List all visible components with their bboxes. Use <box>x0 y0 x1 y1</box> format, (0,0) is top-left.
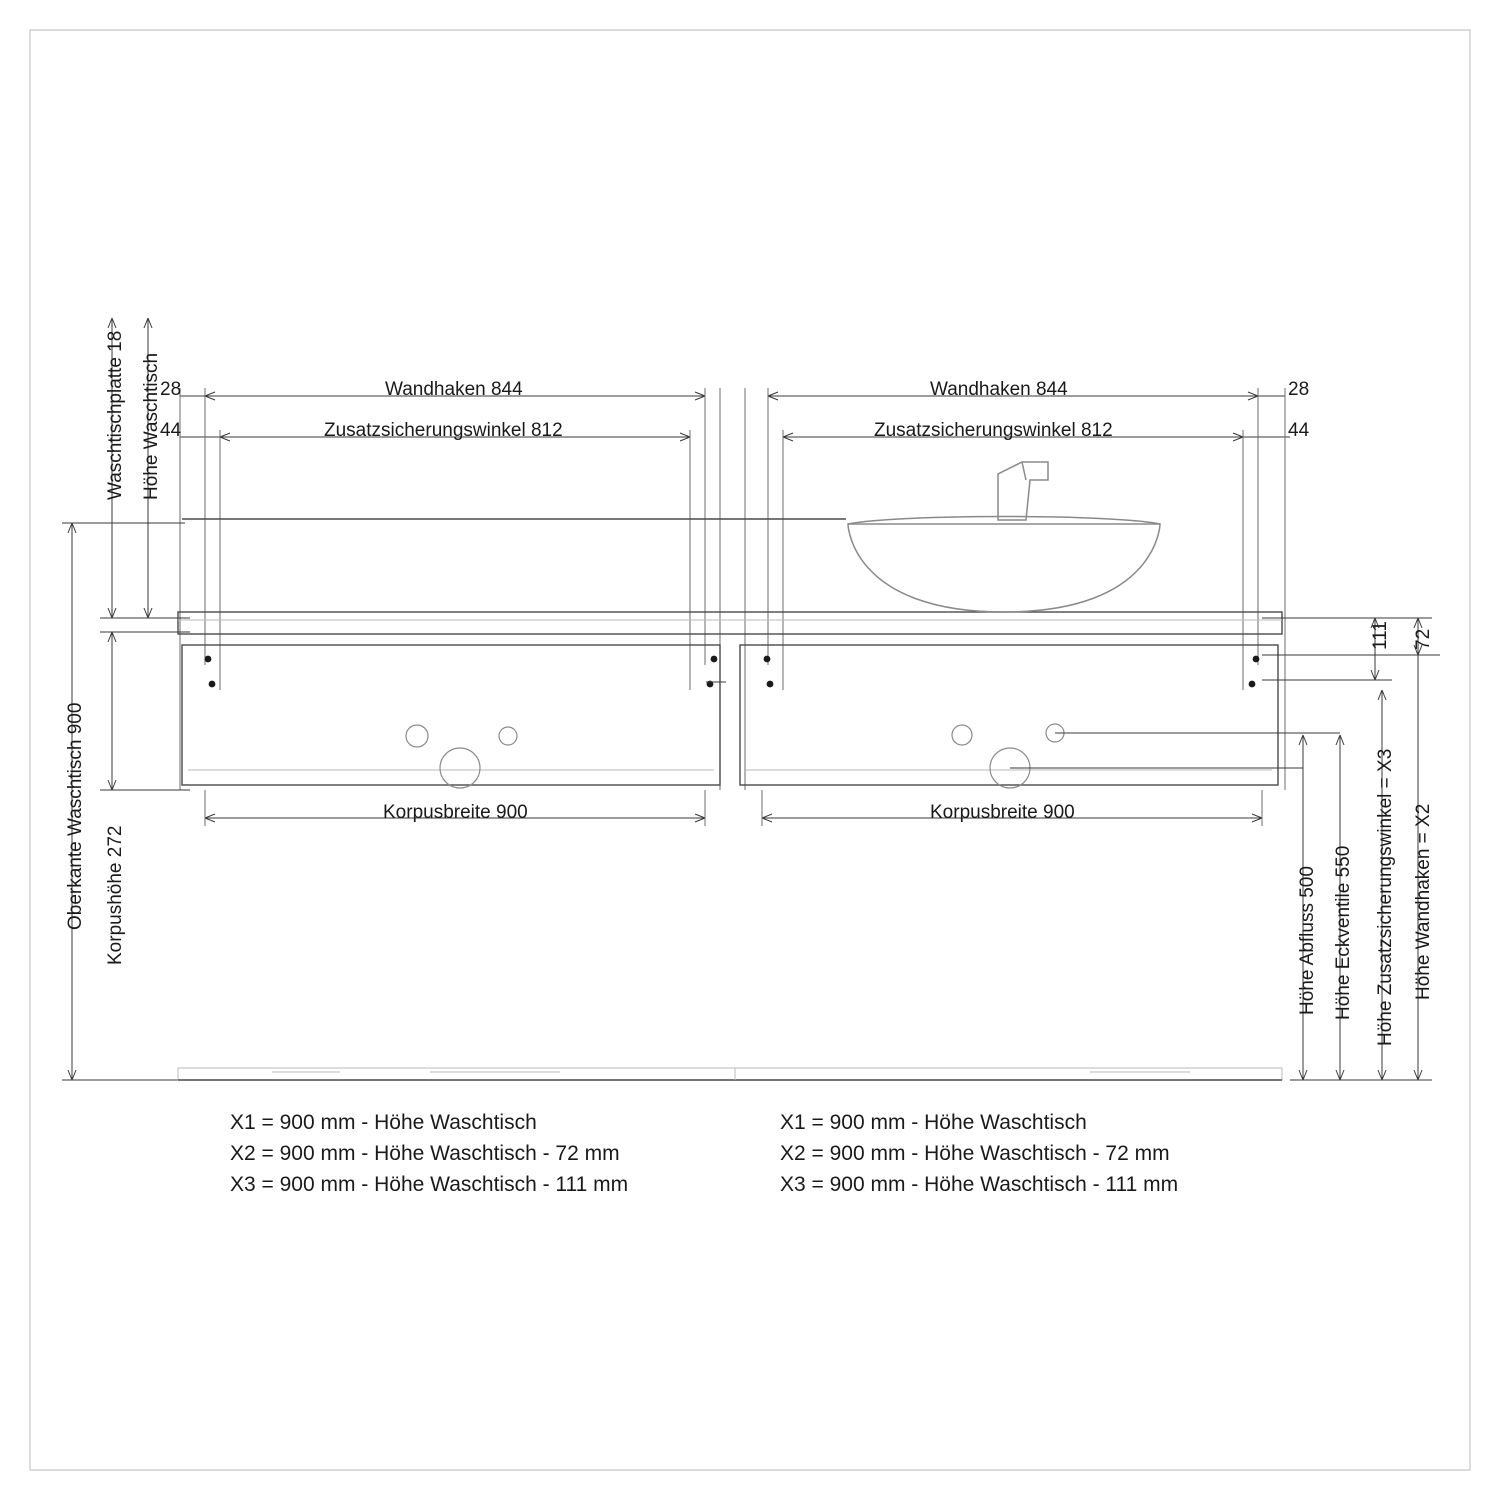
dim-label-korpusbreite-right: Korpusbreite 900 <box>930 802 1075 823</box>
note-right-x3: X3 = 900 mm - Höhe Waschtisch - 111 mm <box>780 1173 1179 1196</box>
dim-label-korpushoehe: Korpushöhe 272 <box>105 825 126 965</box>
dim-label-winkel-right: Zusatzsicherungswinkel 812 <box>874 420 1113 441</box>
dim-label-winkel-left: Zusatzsicherungswinkel 812 <box>324 420 563 441</box>
dim-label-hoehe-wandhaken: Höhe Wandhaken = X2 <box>1413 803 1434 1000</box>
faucet <box>998 462 1048 520</box>
fixing-points <box>205 656 1260 688</box>
dim-korpusbreite-row <box>205 790 1262 826</box>
floor-line <box>178 1068 1282 1080</box>
dim-korpushoehe <box>100 632 190 790</box>
dim-wandhaken-row <box>180 392 1285 400</box>
note-left-x3: X3 = 900 mm - Höhe Waschtisch - 111 mm <box>230 1173 629 1196</box>
dim-label-waschtischplatte: Waschtischplatte 18 <box>105 330 126 500</box>
dim-label-oberkante-waschtisch: Oberkante Waschtisch 900 <box>65 702 86 930</box>
dim-label-hoehe-zusatzsicherungswinkel: Höhe Zusatzsicherungswinkel = X3 <box>1375 748 1396 1046</box>
dim-label-hoehe-waschtisch: Höhe Waschtisch <box>141 352 162 500</box>
note-right-x1: X1 = 900 mm - Höhe Waschtisch <box>780 1111 1087 1134</box>
dim-label-hoehe-eckventile: Höhe Eckventile 550 <box>1333 845 1354 1020</box>
frame-border <box>30 30 1470 1470</box>
cabinet-right <box>740 645 1278 785</box>
dim-label-wandhaken-left: Wandhaken 844 <box>385 379 523 400</box>
note-right-x2: X2 = 900 mm - Höhe Waschtisch - 72 mm <box>780 1142 1170 1165</box>
dim-label-edge-left-top: 28 <box>160 379 182 400</box>
dim-label-wandhaken-right: Wandhaken 844 <box>930 379 1068 400</box>
note-left-x1: X1 = 900 mm - Höhe Waschtisch <box>230 1111 537 1134</box>
dim-label-edge-right-top: 28 <box>1288 379 1310 400</box>
extension-lines <box>180 388 1285 790</box>
plumbing-left <box>406 725 517 788</box>
washbasin-bowl <box>848 517 1160 613</box>
dim-label-offset-72: 72 <box>1413 628 1434 650</box>
countertop <box>178 612 1282 634</box>
dim-label-edge-right-second: 44 <box>1288 420 1310 441</box>
dim-label-hoehe-abfluss: Höhe Abfluss 500 <box>1297 866 1318 1015</box>
cabinet-left <box>182 645 720 785</box>
note-left-x2: X2 = 900 mm - Höhe Waschtisch - 72 mm <box>230 1142 620 1165</box>
plumbing-right <box>952 724 1064 788</box>
dim-label-korpusbreite-left: Korpusbreite 900 <box>383 802 528 823</box>
dim-label-offset-111: 111 <box>1370 621 1391 650</box>
dim-label-edge-left-second: 44 <box>160 420 182 441</box>
